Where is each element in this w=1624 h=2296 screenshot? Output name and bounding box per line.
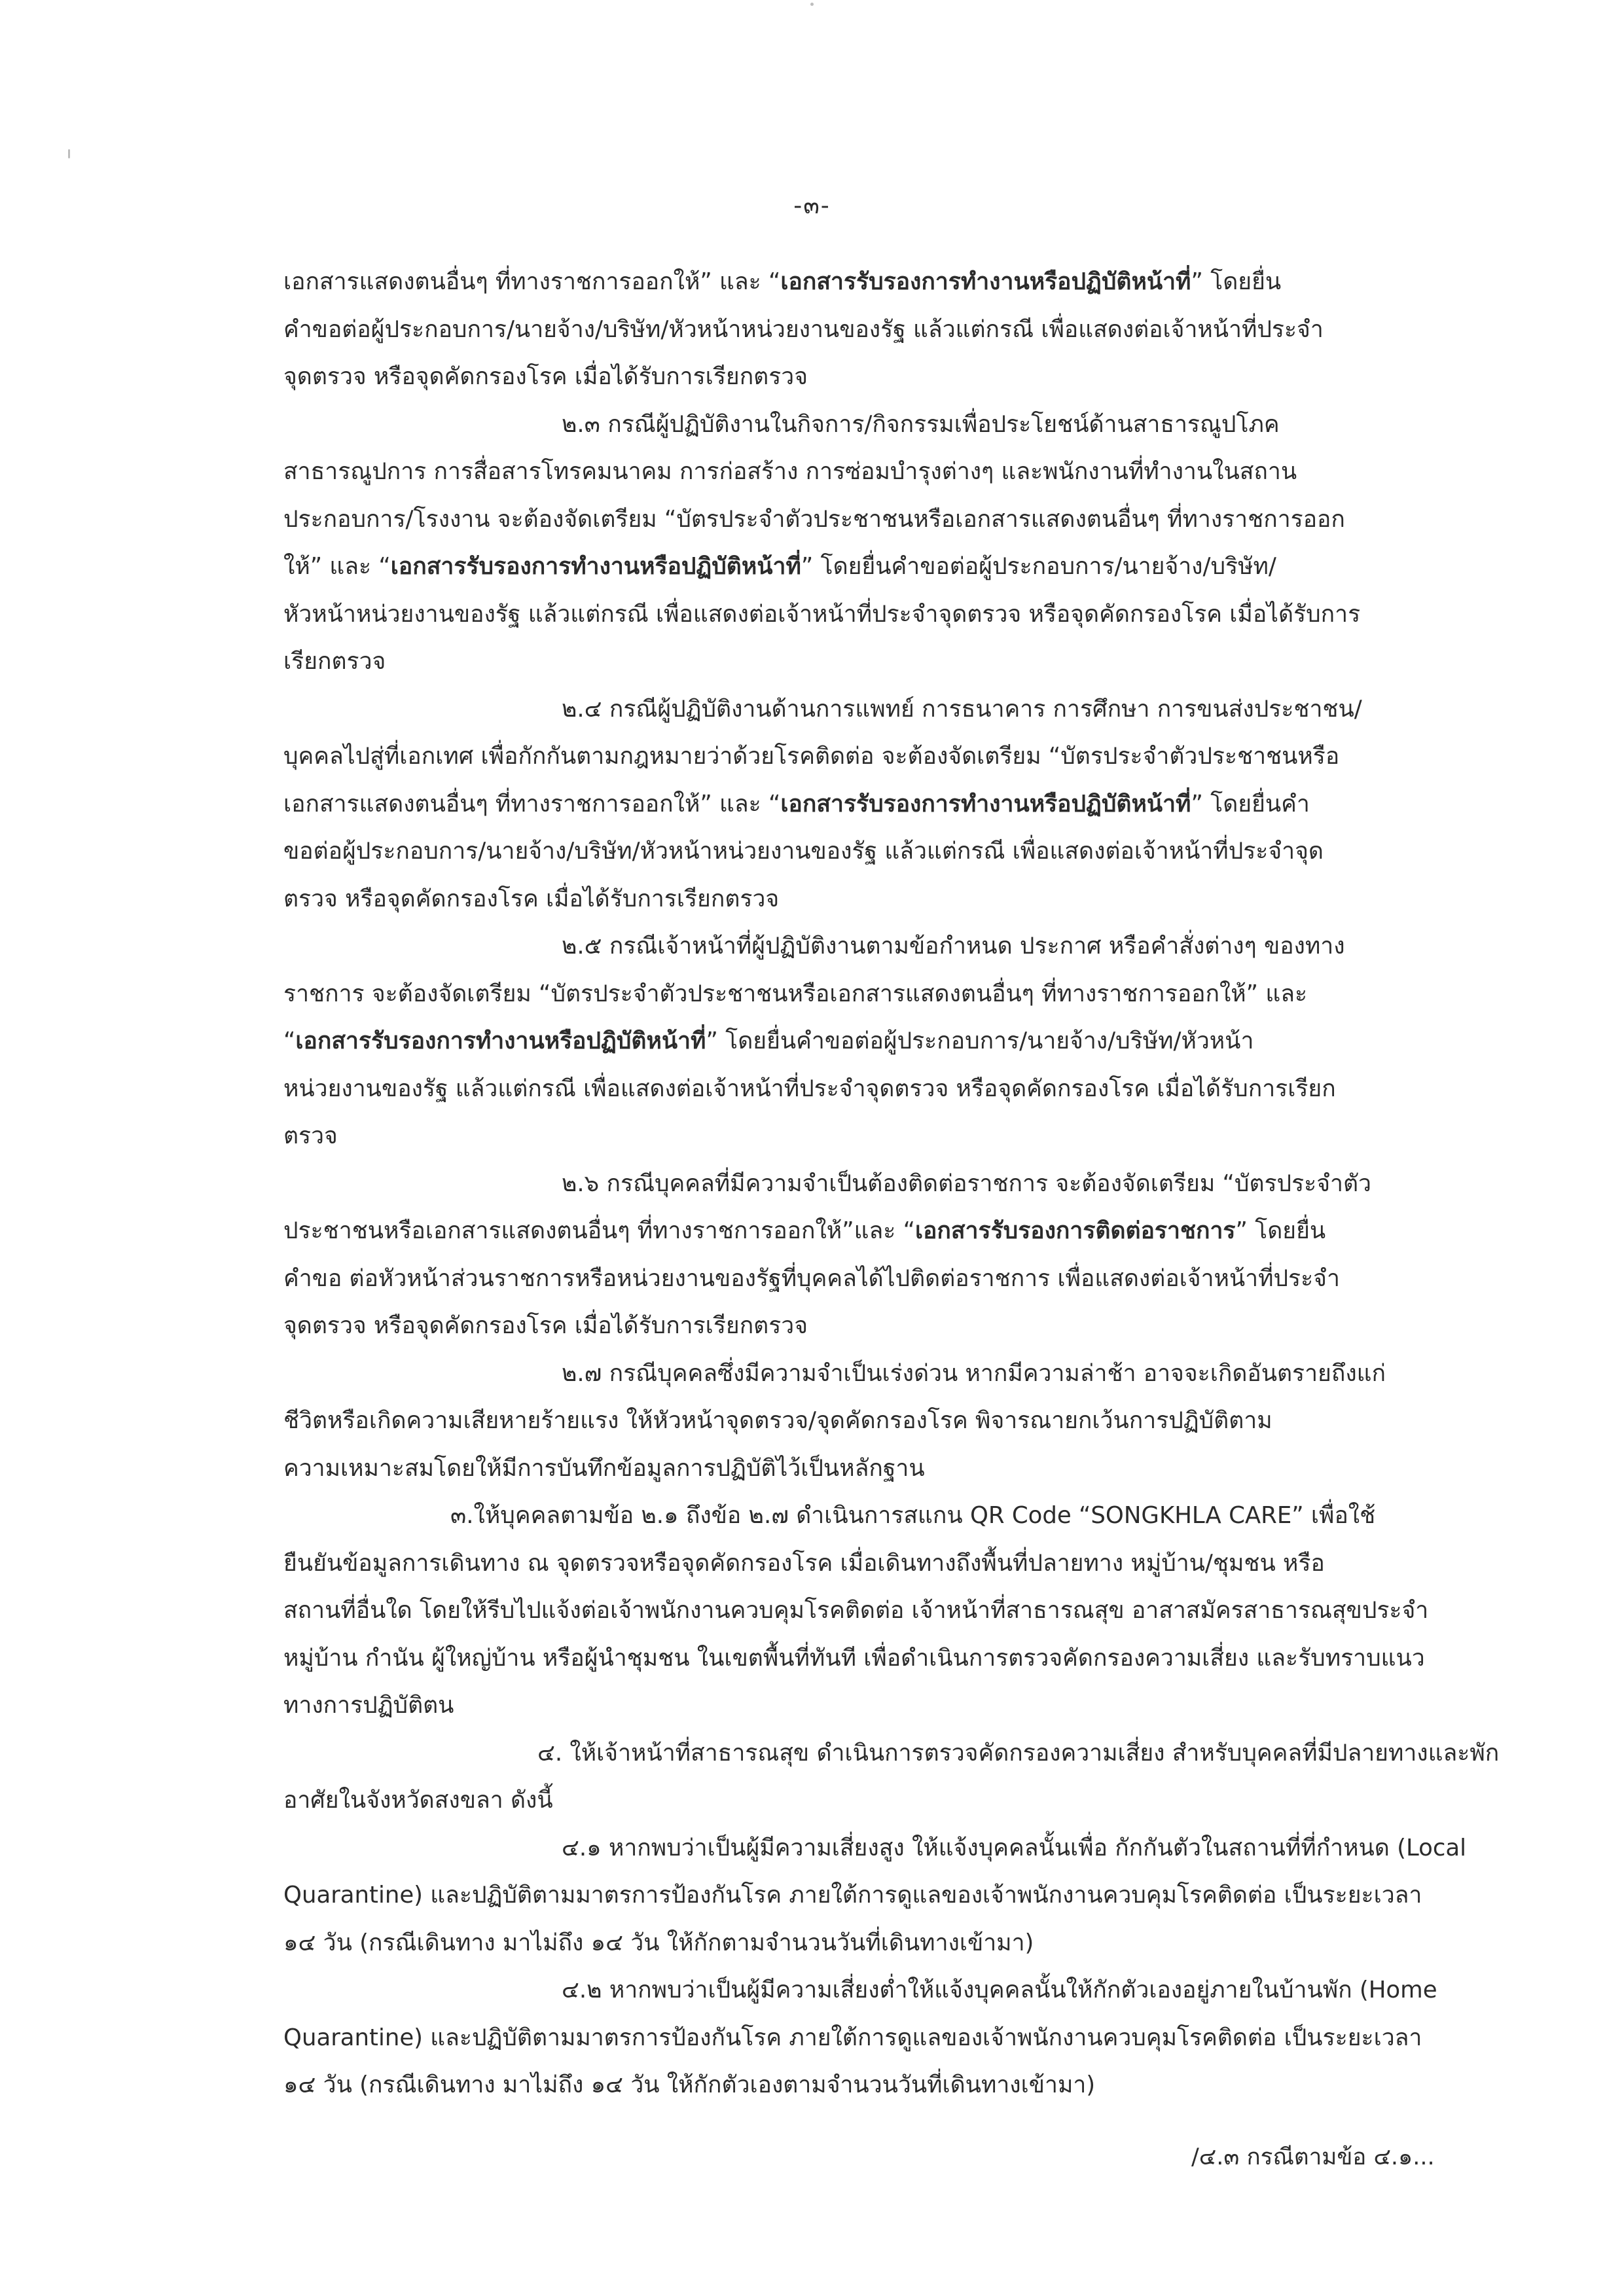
text-line xyxy=(283,1540,1406,1588)
text-fragment: “ xyxy=(283,1028,296,1054)
text-line xyxy=(283,2062,1406,2109)
text-line xyxy=(283,1635,1425,1683)
text-fragment: หน่วยงานของรัฐ แล้วแต่กรณี เพื่อแสดงต่อเจ้าหน้าที่ประจำจุดตรวจ หรือจุดคัดกรองโรค เมื่อได้รับการเรียก xyxy=(283,1075,1336,1102)
text-fragment: ประกอบการ/โรงงาน จะต้องจัดเตรียม “บัตรประจำตัวประชาชนหรือเอกสารแสดงตนอื่นๆ ที่ทางราชการออก xyxy=(283,505,1345,533)
text-fragment: ” โดยยื่นคำขอต่อผู้ประกอบการ/นายจ้าง/บริษัท/ xyxy=(801,553,1276,580)
text-fragment: ๒.๗ กรณีบุคคลซึ่งมีความจำเป็นเร่งด่วน หากมีความล่าช้า อาจจะเกิดอันตรายถึงแก่ xyxy=(562,1359,1386,1387)
text-line xyxy=(283,1113,1406,1160)
scan-speck xyxy=(810,3,814,6)
text-line xyxy=(283,828,1406,876)
text-fragment: จุดตรวจ หรือจุดคัดกรองโรค เมื่อได้รับการเรียกตรวจ xyxy=(283,363,808,390)
text-line xyxy=(283,1160,1406,1208)
text-fragment: บุคคลไปสู่ที่เอกเทศ เพื่อกักกันตามกฎหมายว่าด้วยโรคติดต่อ จะต้องจัดเตรียม “บัตรประจำตัวประชาชนหรือ xyxy=(283,743,1340,770)
text-line xyxy=(283,1255,1406,1303)
text-fragment: ๔.๑ หากพบว่าเป็นผู้มีความเสี่ยงสูง ให้แจ้งบุคคลนั้นเพื่อ กักกันตัวในสถานที่ที่กำหนด (Local xyxy=(562,1834,1466,1861)
text-line xyxy=(283,543,1406,591)
text-line xyxy=(283,1302,1406,1350)
bold-text-fragment: เอกสารรับรองการทำงานหรือปฏิบัติหน้าที่ xyxy=(780,268,1191,295)
document-body xyxy=(283,259,1500,2109)
text-line xyxy=(283,1967,1437,2015)
text-fragment: จุดตรวจ หรือจุดคัดกรองโรค เมื่อได้รับการเรียกตรวจ xyxy=(283,1312,808,1339)
text-fragment: ” โดยยื่น xyxy=(1191,268,1282,295)
text-line xyxy=(283,876,1406,924)
text-line xyxy=(283,401,1406,449)
text-fragment: ตรวจ xyxy=(283,1122,338,1149)
text-fragment: ๔. ให้เจ้าหน้าที่สาธารณสุข ดำเนินการตรวจคัดกรองความเสี่ยง สำหรับบุคคลที่มีปลายทางและพัก xyxy=(537,1739,1500,1767)
text-line xyxy=(283,1018,1406,1066)
continuation-reference: /๔.๓ กรณีตามข้อ ๔.๑... xyxy=(1191,2144,1435,2170)
text-fragment: ประชาชนหรือเอกสารแสดงตนอื่นๆ ที่ทางราชการออกให้”และ “ xyxy=(283,1217,915,1244)
text-line xyxy=(283,496,1406,544)
text-line xyxy=(283,1777,1406,1825)
text-line xyxy=(283,1682,1406,1730)
text-line xyxy=(283,733,1406,781)
text-line xyxy=(283,781,1406,829)
text-fragment: อาศัยในจังหวัดสงขลา ดังนี้ xyxy=(283,1787,553,1814)
text-line xyxy=(283,638,1406,686)
text-line xyxy=(283,1445,1406,1493)
text-fragment: คำขอ ต่อหัวหน้าส่วนราชการหรือหน่วยงานของรัฐที่บุคคลได้ไปติดต่อราชการ เพื่อแสดงต่อเจ้าหน้าที่ประจำ xyxy=(283,1265,1340,1292)
text-line xyxy=(283,591,1406,639)
bold-text-fragment: เอกสารรับรองการทำงานหรือปฏิบัติหน้าที่ xyxy=(390,553,801,580)
text-fragment: ๓.ให้บุคคลตามข้อ ๒.๑ ถึงข้อ ๒.๗ ดำเนินการสแกน QR Code “SONGKHLA CARE” เพื่อใช้ xyxy=(450,1502,1376,1529)
text-fragment: ทางการปฏิบัติตน xyxy=(283,1692,454,1719)
text-fragment: หมู่บ้าน กำนัน ผู้ใหญ่บ้าน หรือผู้นำชุมชน ในเขตพื้นที่ทันที เพื่อดำเนินการตรวจคัดกรองความเสี่ยง และรับทราบแนว xyxy=(283,1644,1425,1672)
text-line xyxy=(283,971,1406,1018)
text-fragment: ชีวิตหรือเกิดความเสียหายร้ายแรง ให้หัวหน้าจุดตรวจ/จุดคัดกรองโรค พิจารณายกเว้นการปฏิบัติตาม xyxy=(283,1407,1272,1434)
text-line xyxy=(283,259,1406,306)
text-line xyxy=(283,1066,1406,1113)
text-fragment: ๒.๔ กรณีผู้ปฏิบัติงานด้านการแพทย์ การธนาคาร การศึกษา การขนส่งประชาชน/ xyxy=(562,695,1362,723)
text-line xyxy=(283,1825,1466,1873)
text-fragment: ๒.๓ กรณีผู้ปฏิบัติงานในกิจการ/กิจกรรมเพื่อประโยชน์ด้านสาธารณูปโภค xyxy=(562,410,1280,438)
text-line xyxy=(283,1587,1429,1635)
text-line xyxy=(283,1492,1406,1540)
text-line xyxy=(283,923,1406,971)
text-fragment: หัวหน้าหน่วยงานของรัฐ แล้วแต่กรณี เพื่อแสดงต่อเจ้าหน้าที่ประจำจุดตรวจ หรือจุดคัดกรองโรค เมื่อได้รับการ xyxy=(283,600,1361,628)
text-fragment: เอกสารแสดงตนอื่นๆ ที่ทางราชการออกให้” และ “ xyxy=(283,790,781,817)
text-line xyxy=(283,306,1406,354)
text-line xyxy=(283,1208,1406,1255)
text-fragment: สถานที่อื่นใด โดยให้รีบไปแจ้งต่อเจ้าพนักงานควบคุมโรคติดต่อ เจ้าหน้าที่สาธารณสุข อาสาสมัครสาธารณสุขประจำ xyxy=(283,1597,1429,1624)
text-fragment: ๑๔ วัน (กรณีเดินทาง มาไม่ถึง ๑๔ วัน ให้กักตามจำนวนวันที่เดินทางเข้ามา) xyxy=(283,1929,1034,1956)
text-fragment: ๑๔ วัน (กรณีเดินทาง มาไม่ถึง ๑๔ วัน ให้กักตัวเองตามจำนวนวันที่เดินทางเข้ามา) xyxy=(283,2072,1096,2098)
text-line xyxy=(283,1920,1406,1967)
text-fragment: เรียกตรวจ xyxy=(283,648,386,675)
text-fragment: ๔.๒ หากพบว่าเป็นผู้มีความเสี่ยงต่ำให้แจ้งบุคคลนั้นให้กักตัวเองอยู่ภายในบ้านพัก (Home xyxy=(562,1977,1437,2003)
text-fragment: ขอต่อผู้ประกอบการ/นายจ้าง/บริษัท/หัวหน้าหน่วยงานของรัฐ แล้วแต่กรณี เพื่อแสดงต่อเจ้าหน้าที่ประจำจุด xyxy=(283,838,1324,865)
bold-text-fragment: เอกสารรับรองการติดต่อราชการ xyxy=(914,1217,1236,1244)
text-line xyxy=(283,1397,1406,1445)
text-line xyxy=(283,353,1406,401)
text-fragment: ๒.๕ กรณีเจ้าหน้าที่ผู้ปฏิบัติงานตามข้อกำหนด ประกาศ หรือคำสั่งต่างๆ ของทาง xyxy=(562,933,1345,960)
text-fragment: ” โดยยื่นคำขอต่อผู้ประกอบการ/นายจ้าง/บริษัท/หัวหน้า xyxy=(706,1028,1254,1054)
text-fragment: สาธารณูปการ การสื่อสารโทรคมนาคม การก่อสร้าง การซ่อมบำรุงต่างๆ และพนักงานที่ทำงานในสถาน xyxy=(283,458,1297,485)
page-number: -๓- xyxy=(793,192,831,219)
text-line xyxy=(283,686,1406,734)
text-fragment: Quarantine) และปฏิบัติตามมาตรการป้องกันโรค ภายใต้การดูแลของเจ้าพนักงานควบคุมโรคติดต่อ เป็นระยะเวลา xyxy=(283,2024,1422,2051)
text-fragment: ” โดยยื่น xyxy=(1235,1217,1326,1244)
bold-text-fragment: เอกสารรับรองการทำงานหรือปฏิบัติหน้าที่ xyxy=(295,1028,706,1054)
text-fragment: คำขอต่อผู้ประกอบการ/นายจ้าง/บริษัท/หัวหน้าหน่วยงานของรัฐ แล้วแต่กรณี เพื่อแสดงต่อเจ้าหน้าที่ประจำ xyxy=(283,315,1324,343)
scan-speck xyxy=(68,149,70,158)
text-line xyxy=(283,1872,1422,1920)
text-fragment: ให้” และ “ xyxy=(283,553,391,580)
text-fragment: ๒.๖ กรณีบุคคลที่มีความจำเป็นต้องติดต่อราชการ จะต้องจัดเตรียม “บัตรประจำตัว xyxy=(562,1170,1371,1197)
text-fragment: ตรวจ หรือจุดคัดกรองโรค เมื่อได้รับการเรียกตรวจ xyxy=(283,885,780,912)
text-fragment: ” โดยยื่นคำ xyxy=(1191,790,1310,817)
text-fragment: ความเหมาะสมโดยให้มีการบันทึกข้อมูลการปฏิบัติไว้เป็นหลักฐาน xyxy=(283,1454,925,1482)
bold-text-fragment: เอกสารรับรองการทำงานหรือปฏิบัติหน้าที่ xyxy=(780,790,1191,817)
text-fragment: ราชการ จะต้องจัดเตรียม “บัตรประจำตัวประชาชนหรือเอกสารแสดงตนอื่นๆ ที่ทางราชการออกให้” และ xyxy=(283,980,1308,1007)
text-fragment: เอกสารแสดงตนอื่นๆ ที่ทางราชการออกให้” และ “ xyxy=(283,268,781,295)
text-fragment: Quarantine) และปฏิบัติตามมาตรการป้องกันโรค ภายใต้การดูแลของเจ้าพนักงานควบคุมโรคติดต่อ เป็นระยะเวลา xyxy=(283,1882,1422,1909)
text-fragment: ยืนยันข้อมูลการเดินทาง ณ จุดตรวจหรือจุดคัดกรองโรค เมื่อเดินทางถึงพื้นที่ปลายทาง หมู่บ้าน/ชุมชน หรือ xyxy=(283,1549,1325,1577)
text-line xyxy=(283,1350,1406,1398)
text-line xyxy=(283,448,1406,496)
text-line xyxy=(283,1730,1500,1778)
text-line xyxy=(283,2015,1422,2062)
